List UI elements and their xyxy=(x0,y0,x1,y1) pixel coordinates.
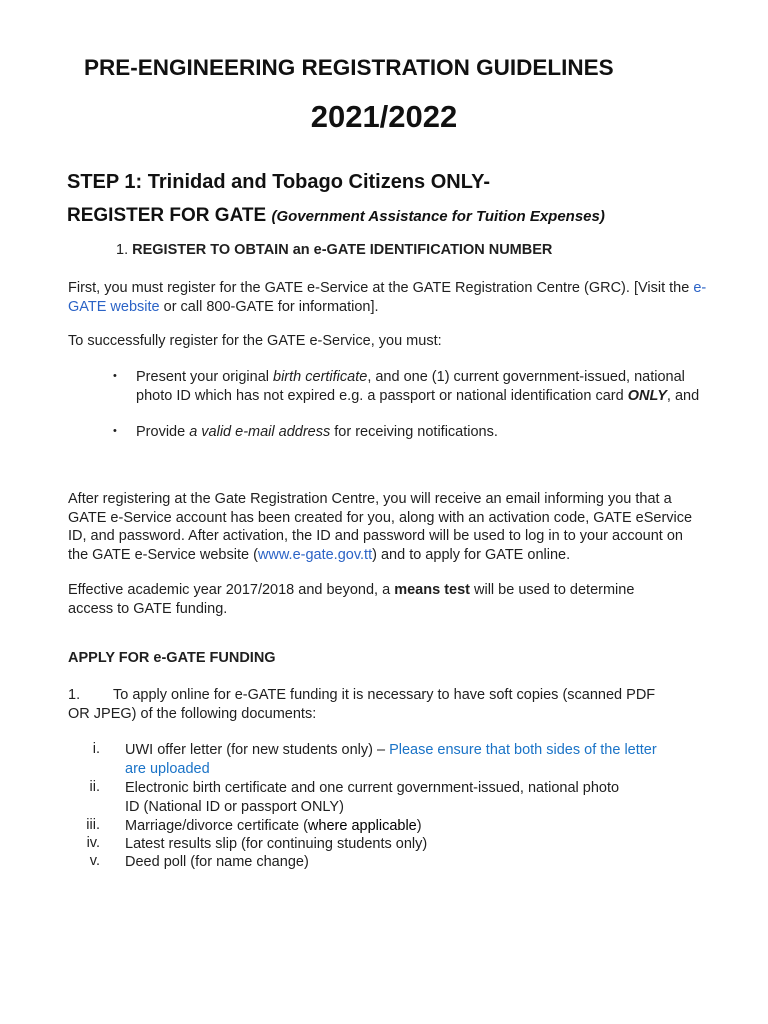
bullet-birth-certificate xyxy=(136,368,716,405)
bullet1-c: , and one (1) current government-issued, national photo ID which has not expired e.g. a passport or national identification card xyxy=(136,369,685,404)
register-sub: (Government Assistance for Tuition Expenses) xyxy=(271,208,605,225)
page-title: PRE-ENGINEERING REGISTRATION GUIDELINES xyxy=(84,55,614,80)
bullet2-c: for receiving notifications. xyxy=(330,424,498,440)
doc-num-ii: ii. xyxy=(89,779,100,795)
para1-text-after: or call 800-GATE for information]. xyxy=(159,298,379,315)
doc-num-iv: iv. xyxy=(86,835,100,851)
apply-item-text: To apply online for e-GATE funding it is necessary to have soft copies (scanned PDF OR JPEG) of the following documents: xyxy=(68,687,656,722)
doc-iii-before: Marriage/divorce certificate ( xyxy=(125,818,308,834)
item1-number: 1. xyxy=(116,242,129,258)
register-main: REGISTER FOR GATE xyxy=(67,205,267,226)
para-means-test xyxy=(68,581,678,618)
para3-text: After registering at the Gate Registration Centre, you will receive an email informing you that a GATE e-Service account has been created for you, along with an activation code, GATE eService ID, and password. After activation, the ID and password will be used to log in to your account on the GATE e-Service website ( xyxy=(68,491,693,563)
bullet2-b: a valid e-mail address xyxy=(189,424,331,440)
bullet1-a: Present your original xyxy=(136,369,274,385)
academic-year: 2021/2022 xyxy=(310,99,458,134)
bullet-email xyxy=(136,423,716,442)
bullet1-b: birth certificate xyxy=(273,369,368,385)
doc-item-marriage-certificate xyxy=(125,817,685,836)
doc-i-text: UWI offer letter (for new students only) – xyxy=(125,742,390,758)
bullet2-a: Provide xyxy=(136,424,190,440)
bullet-icon: • xyxy=(113,425,117,437)
register-heading xyxy=(67,205,605,227)
bullet1-e: , and xyxy=(666,387,700,404)
para-register-gate xyxy=(68,279,708,316)
step1-heading: STEP 1: Trinidad and Tobago Citizens ONLY- xyxy=(67,171,491,193)
egate-url-link[interactable]: www.e-gate.gov.tt xyxy=(257,546,373,563)
doc-item-birth-certificate: Electronic birth certificate and one current government-issued, national photo ID (National ID or passport ONLY) xyxy=(125,780,620,815)
item1-text: REGISTER TO OBTAIN an e-GATE IDENTIFICATION NUMBER xyxy=(132,242,553,258)
para1-text: First, you must register for the GATE e-Service at the GATE Registration Centre (GRC). [Visit the xyxy=(68,280,694,296)
doc-iii-mid: where applicable xyxy=(307,818,417,834)
bullet-icon: • xyxy=(113,370,117,382)
para4-text-after: will be used to determine access to GATE funding. xyxy=(68,582,635,617)
means-test-bold: means test xyxy=(394,582,470,598)
para-must: To successfully register for the GATE e-Service, you must: xyxy=(68,333,442,349)
doc-num-iii: iii. xyxy=(86,817,100,833)
bullet1-d: ONLY xyxy=(627,387,667,404)
doc-item-offer-letter xyxy=(125,741,675,779)
para-after-registering xyxy=(68,490,704,564)
apply-heading: APPLY FOR e-GATE FUNDING xyxy=(68,650,276,666)
doc-item-results-slip: Latest results slip (for continuing students only) xyxy=(125,836,428,852)
doc-num-v: v. xyxy=(89,853,100,869)
doc-item-deed-poll: Deed poll (for name change) xyxy=(125,854,309,870)
apply-item-number: 1. xyxy=(68,687,81,703)
para3-text-after: ) and to apply for GATE online. xyxy=(372,546,571,563)
doc-iii-after: ) xyxy=(416,818,422,834)
numbered-item-1 xyxy=(116,242,552,258)
para4-text: Effective academic year 2017/2018 and beyond, a xyxy=(68,582,395,598)
doc-num-i: i. xyxy=(92,741,100,757)
egate-website-link[interactable]: e-GATE website xyxy=(68,280,707,315)
doc-i-note: Please ensure that both sides of the letter are uploaded xyxy=(125,742,657,777)
